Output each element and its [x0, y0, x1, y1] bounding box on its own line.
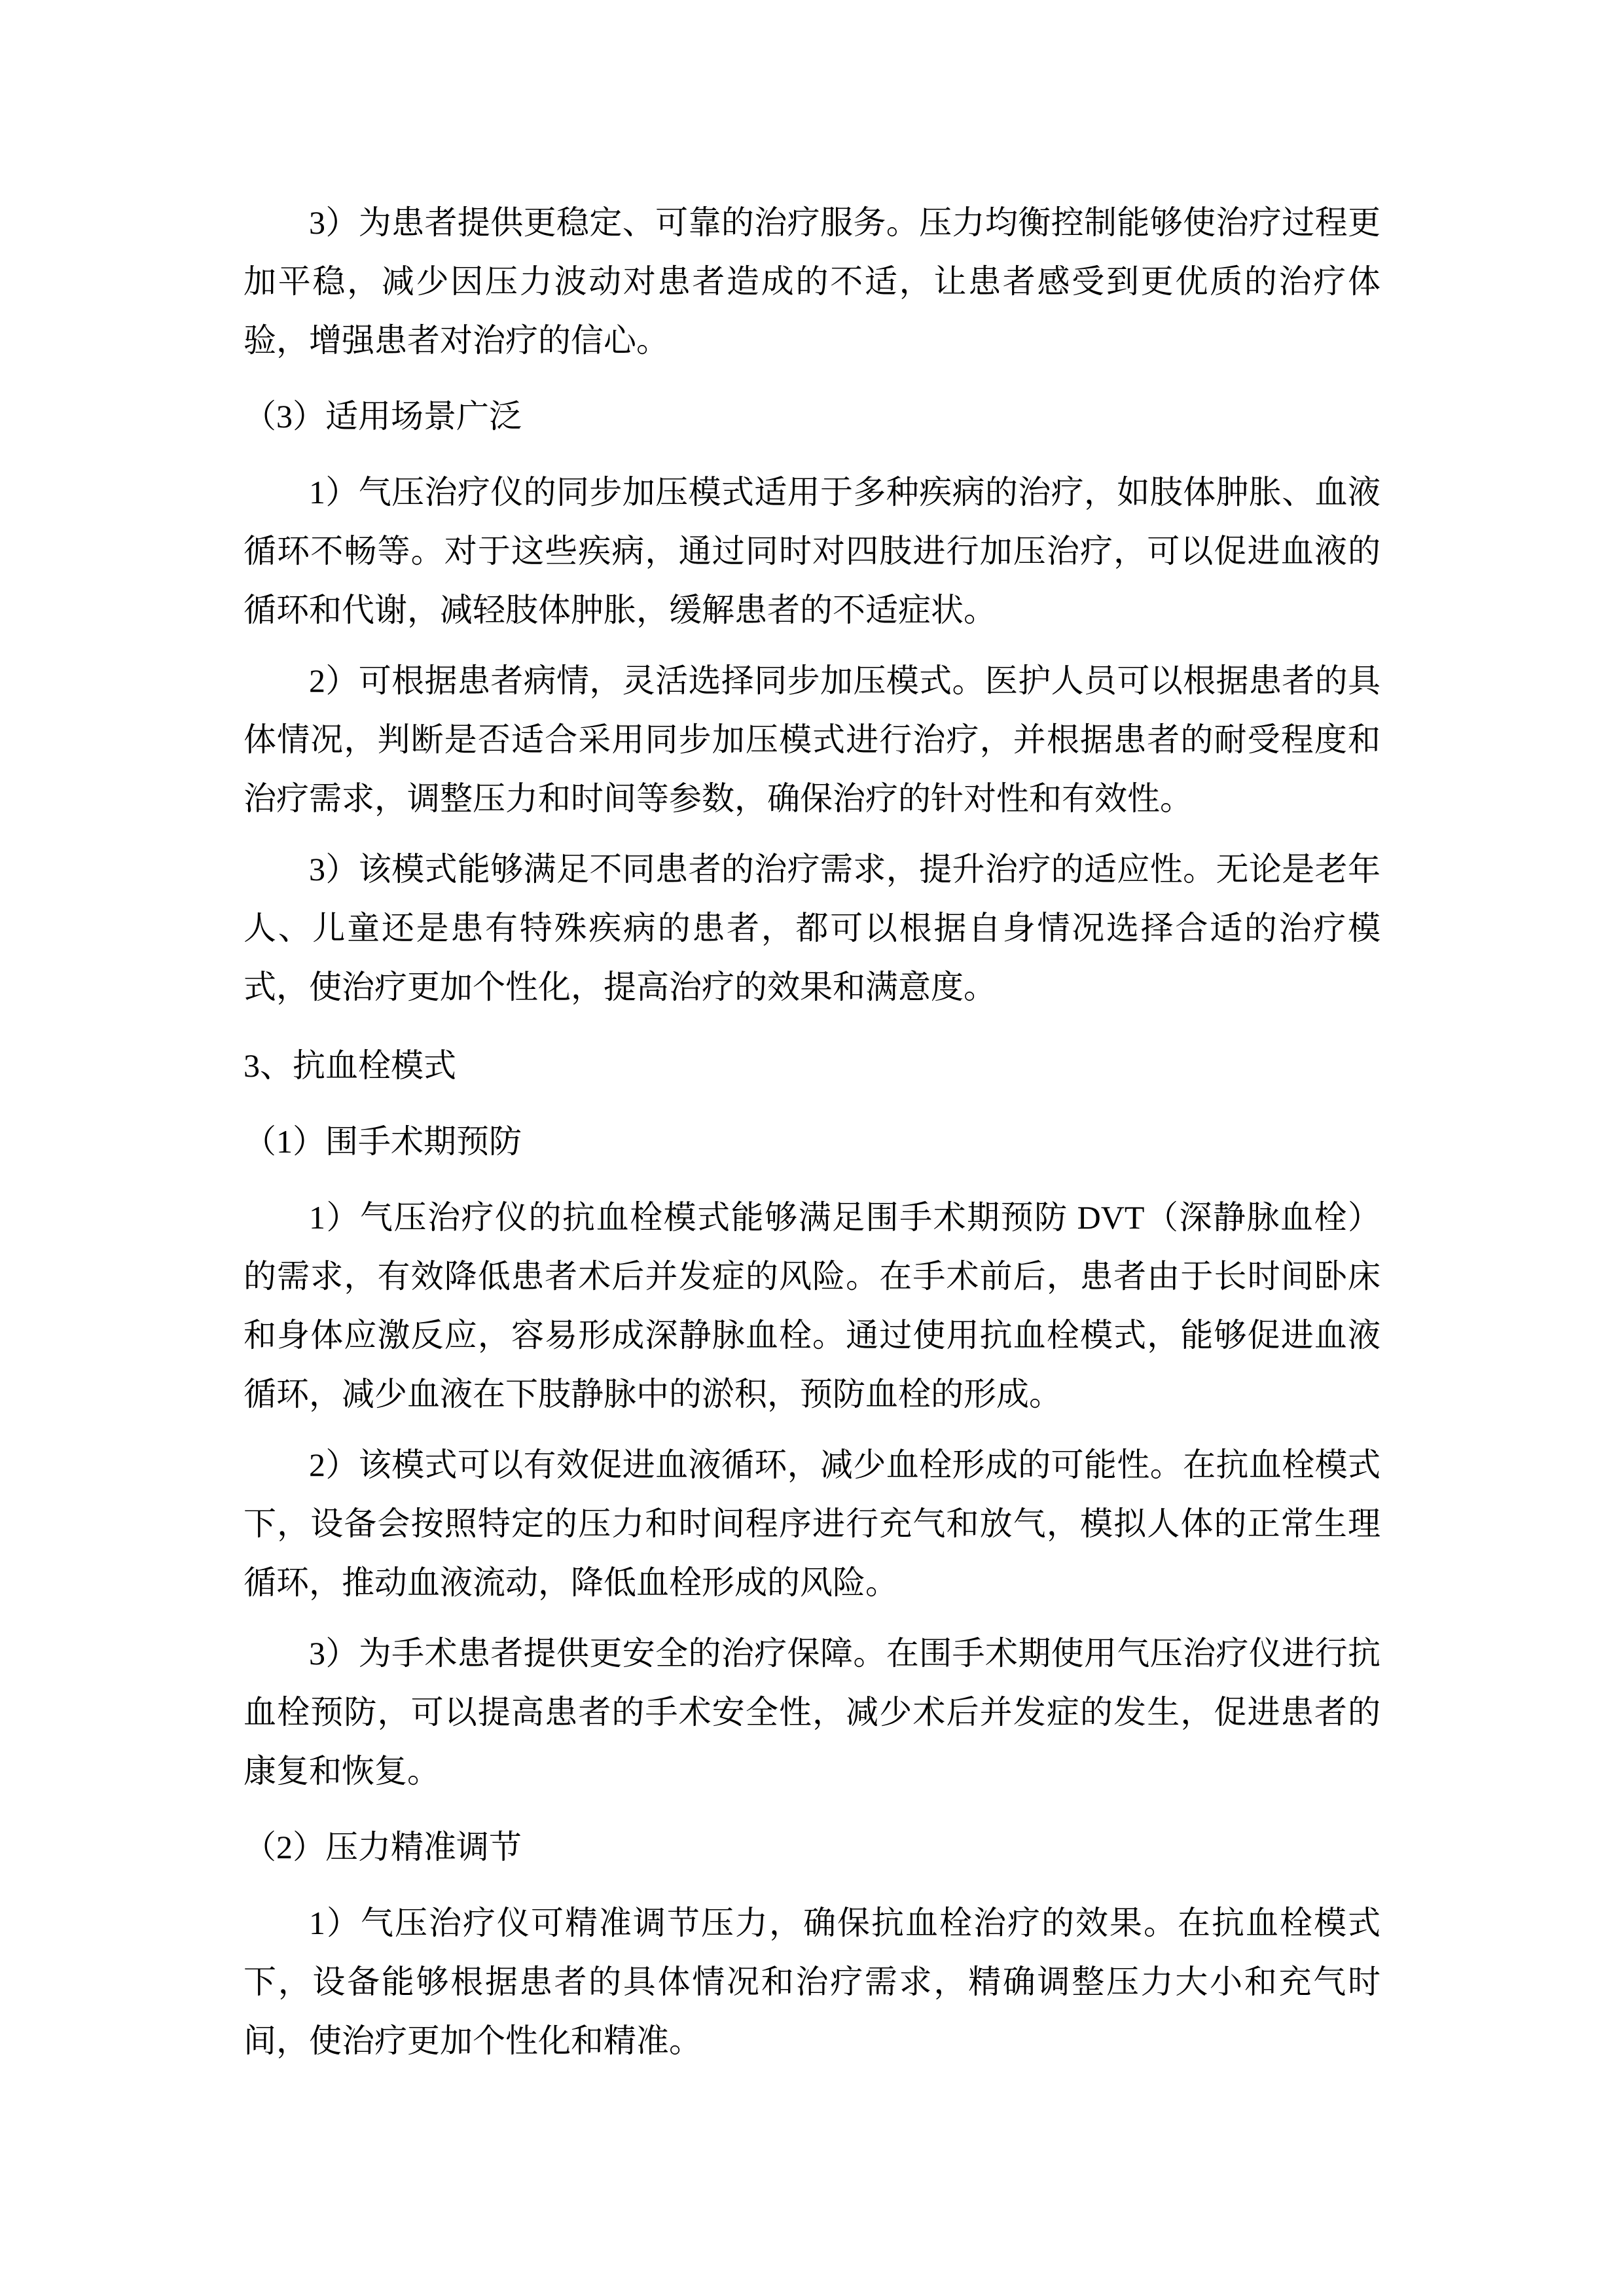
chapter-heading: 3、抗血栓模式: [244, 1047, 456, 1084]
paragraph: 1）气压治疗仪的抗血栓模式能够满足围手术期预防 DVT（深静脉血栓）的需求，有效降低患者术后并发症的风险。在手术前后，患者由于长时间卧床和身体应激反应，容易形成深静脉血栓。通过使用抗血栓模式，能够促进血液循环，减少血液在下肢静脉中的淤积，预防血栓的形成。: [244, 1199, 1380, 1412]
paragraph: 3）该模式能够满足不同患者的治疗需求，提升治疗的适应性。无论是老年人、儿童还是患有特殊疾病的患者，都可以根据自身情况选择合适的治疗模式，使治疗更加个性化，提高治疗的效果和满意度。: [244, 851, 1380, 1005]
paragraph: 3）为手术患者提供更安全的治疗保障。在围手术期使用气压治疗仪进行抗血栓预防，可以提高患者的手术安全性，减少术后并发症的发生，促进患者的康复和恢复。: [244, 1635, 1380, 1789]
document-body: [244, 193, 1380, 2070]
paragraph: 1）气压治疗仪的同步加压模式适用于多种疾病的治疗，如肢体肿胀、血液循环不畅等。对于这些疾病，通过同时对四肢进行加压治疗，可以促进血液的循环和代谢，减轻肢体肿胀，缓解患者的不适症状。: [244, 474, 1380, 628]
section-heading: （2）压力精准调节: [244, 1829, 522, 1865]
paragraph: 2）可根据患者病情，灵活选择同步加压模式。医护人员可以根据患者的具体情况，判断是否适合采用同步加压模式进行治疗，并根据患者的耐受程度和治疗需求，调整压力和时间等参数，确保治疗的针对性和有效性。: [244, 662, 1380, 817]
section-heading: （3）适用场景广泛: [244, 398, 522, 435]
paragraph: 3）为患者提供更稳定、可靠的治疗服务。压力均衡控制能够使治疗过程更加平稳，减少因压力波动对患者造成的不适，让患者感受到更优质的治疗体验，增强患者对治疗的信心。: [244, 204, 1380, 359]
paragraph: 2）该模式可以有效促进血液循环，减少血栓形成的可能性。在抗血栓模式下，设备会按照特定的压力和时间程序进行充气和放气，模拟人体的正常生理循环，推动血液流动，降低血栓形成的风险。: [244, 1446, 1380, 1601]
section-heading: （1）围手术期预防: [244, 1123, 522, 1160]
paragraph: 1）气压治疗仪可精准调节压力，确保抗血栓治疗的效果。在抗血栓模式下，设备能够根据患者的具体情况和治疗需求，精确调整压力大小和充气时间，使治疗更加个性化和精准。: [244, 1905, 1380, 2059]
